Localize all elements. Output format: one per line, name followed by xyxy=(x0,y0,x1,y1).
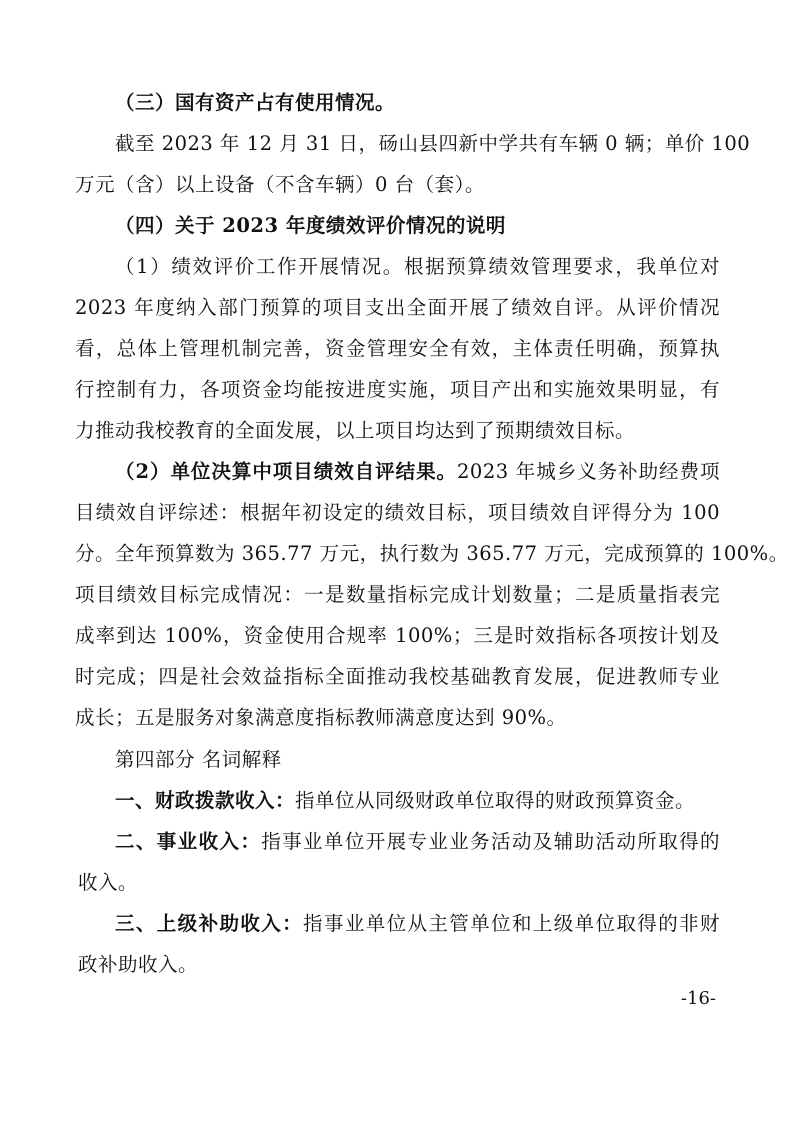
term-label: 一、财政拨款收入： xyxy=(115,789,296,812)
term-definition xyxy=(115,827,720,857)
term-definition xyxy=(115,786,720,816)
inline-bold-label: （2）单位决算中项目绩效自评结果。 xyxy=(115,460,457,483)
paragraph-line: 行控制有力，各项资金均能按进度实施，项目产出和实施效果明显，有 xyxy=(75,378,720,401)
paragraph-line: 收入。 xyxy=(78,871,139,894)
part-heading: 第四部分 名词解释 xyxy=(115,748,282,771)
section-heading-performance: （四）关于 2023 年度绩效评价情况的说明 xyxy=(115,214,506,237)
paragraph-line xyxy=(115,457,720,487)
paragraph-line: 看，总体上管理机制完善，资金管理安全有效，主体责任明确，预算执 xyxy=(75,337,720,360)
term-text: 指事业单位开展专业业务活动及辅助活动所取得的 xyxy=(261,830,720,853)
paragraph-line: 目绩效自评综述：根据年初设定的绩效目标，项目绩效自评得分为 100 xyxy=(75,501,720,524)
paragraph-line: 时完成；四是社会效益指标全面推动我校基础教育发展，促进教师专业 xyxy=(75,665,720,688)
term-text: 指事业单位从主管单位和上级单位取得的非财 xyxy=(303,912,720,935)
paragraph-line: 成长；五是服务对象满意度指标教师满意度达到 90%。 xyxy=(75,706,567,729)
page-number: -16- xyxy=(680,988,716,1009)
term-label: 三、上级补助收入： xyxy=(115,912,304,935)
paragraph-line: （1）绩效评价工作开展情况。根据预算绩效管理要求，我单位对 xyxy=(115,255,720,278)
paragraph-line: 分。全年预算数为 365.77 万元，执行数为 365.77 万元，完成预算的 100%。 xyxy=(75,542,789,565)
paragraph-line: 万元（含）以上设备（不含车辆）0 台（套）。 xyxy=(75,173,485,196)
term-label: 二、事业收入： xyxy=(115,830,262,853)
paragraph-line: 2023 年度纳入部门预算的项目支出全面开展了绩效自评。从评价情况 xyxy=(75,296,720,319)
paragraph-line: 成率到达 100%，资金使用合规率 100%；三是时效指标各项按计划及 xyxy=(75,624,720,647)
paragraph-line: 力推动我校教育的全面发展，以上项目均达到了预期绩效目标。 xyxy=(75,419,636,442)
section-heading-assets: （三）国有资产占有使用情况。 xyxy=(115,91,396,114)
inline-text: 2023 年城乡义务补助经费项 xyxy=(457,460,720,483)
paragraph-line: 政补助收入。 xyxy=(78,953,199,976)
term-definition xyxy=(115,909,720,939)
paragraph-line: 截至 2023 年 12 月 31 日，砀山县四新中学共有车辆 0 辆；单价 100 xyxy=(115,132,751,155)
term-text: 指单位从同级财政单位取得的财政预算资金。 xyxy=(295,789,696,812)
paragraph-line: 项目绩效目标完成情况：一是数量指标完成计划数量；二是质量指表完 xyxy=(75,583,720,606)
